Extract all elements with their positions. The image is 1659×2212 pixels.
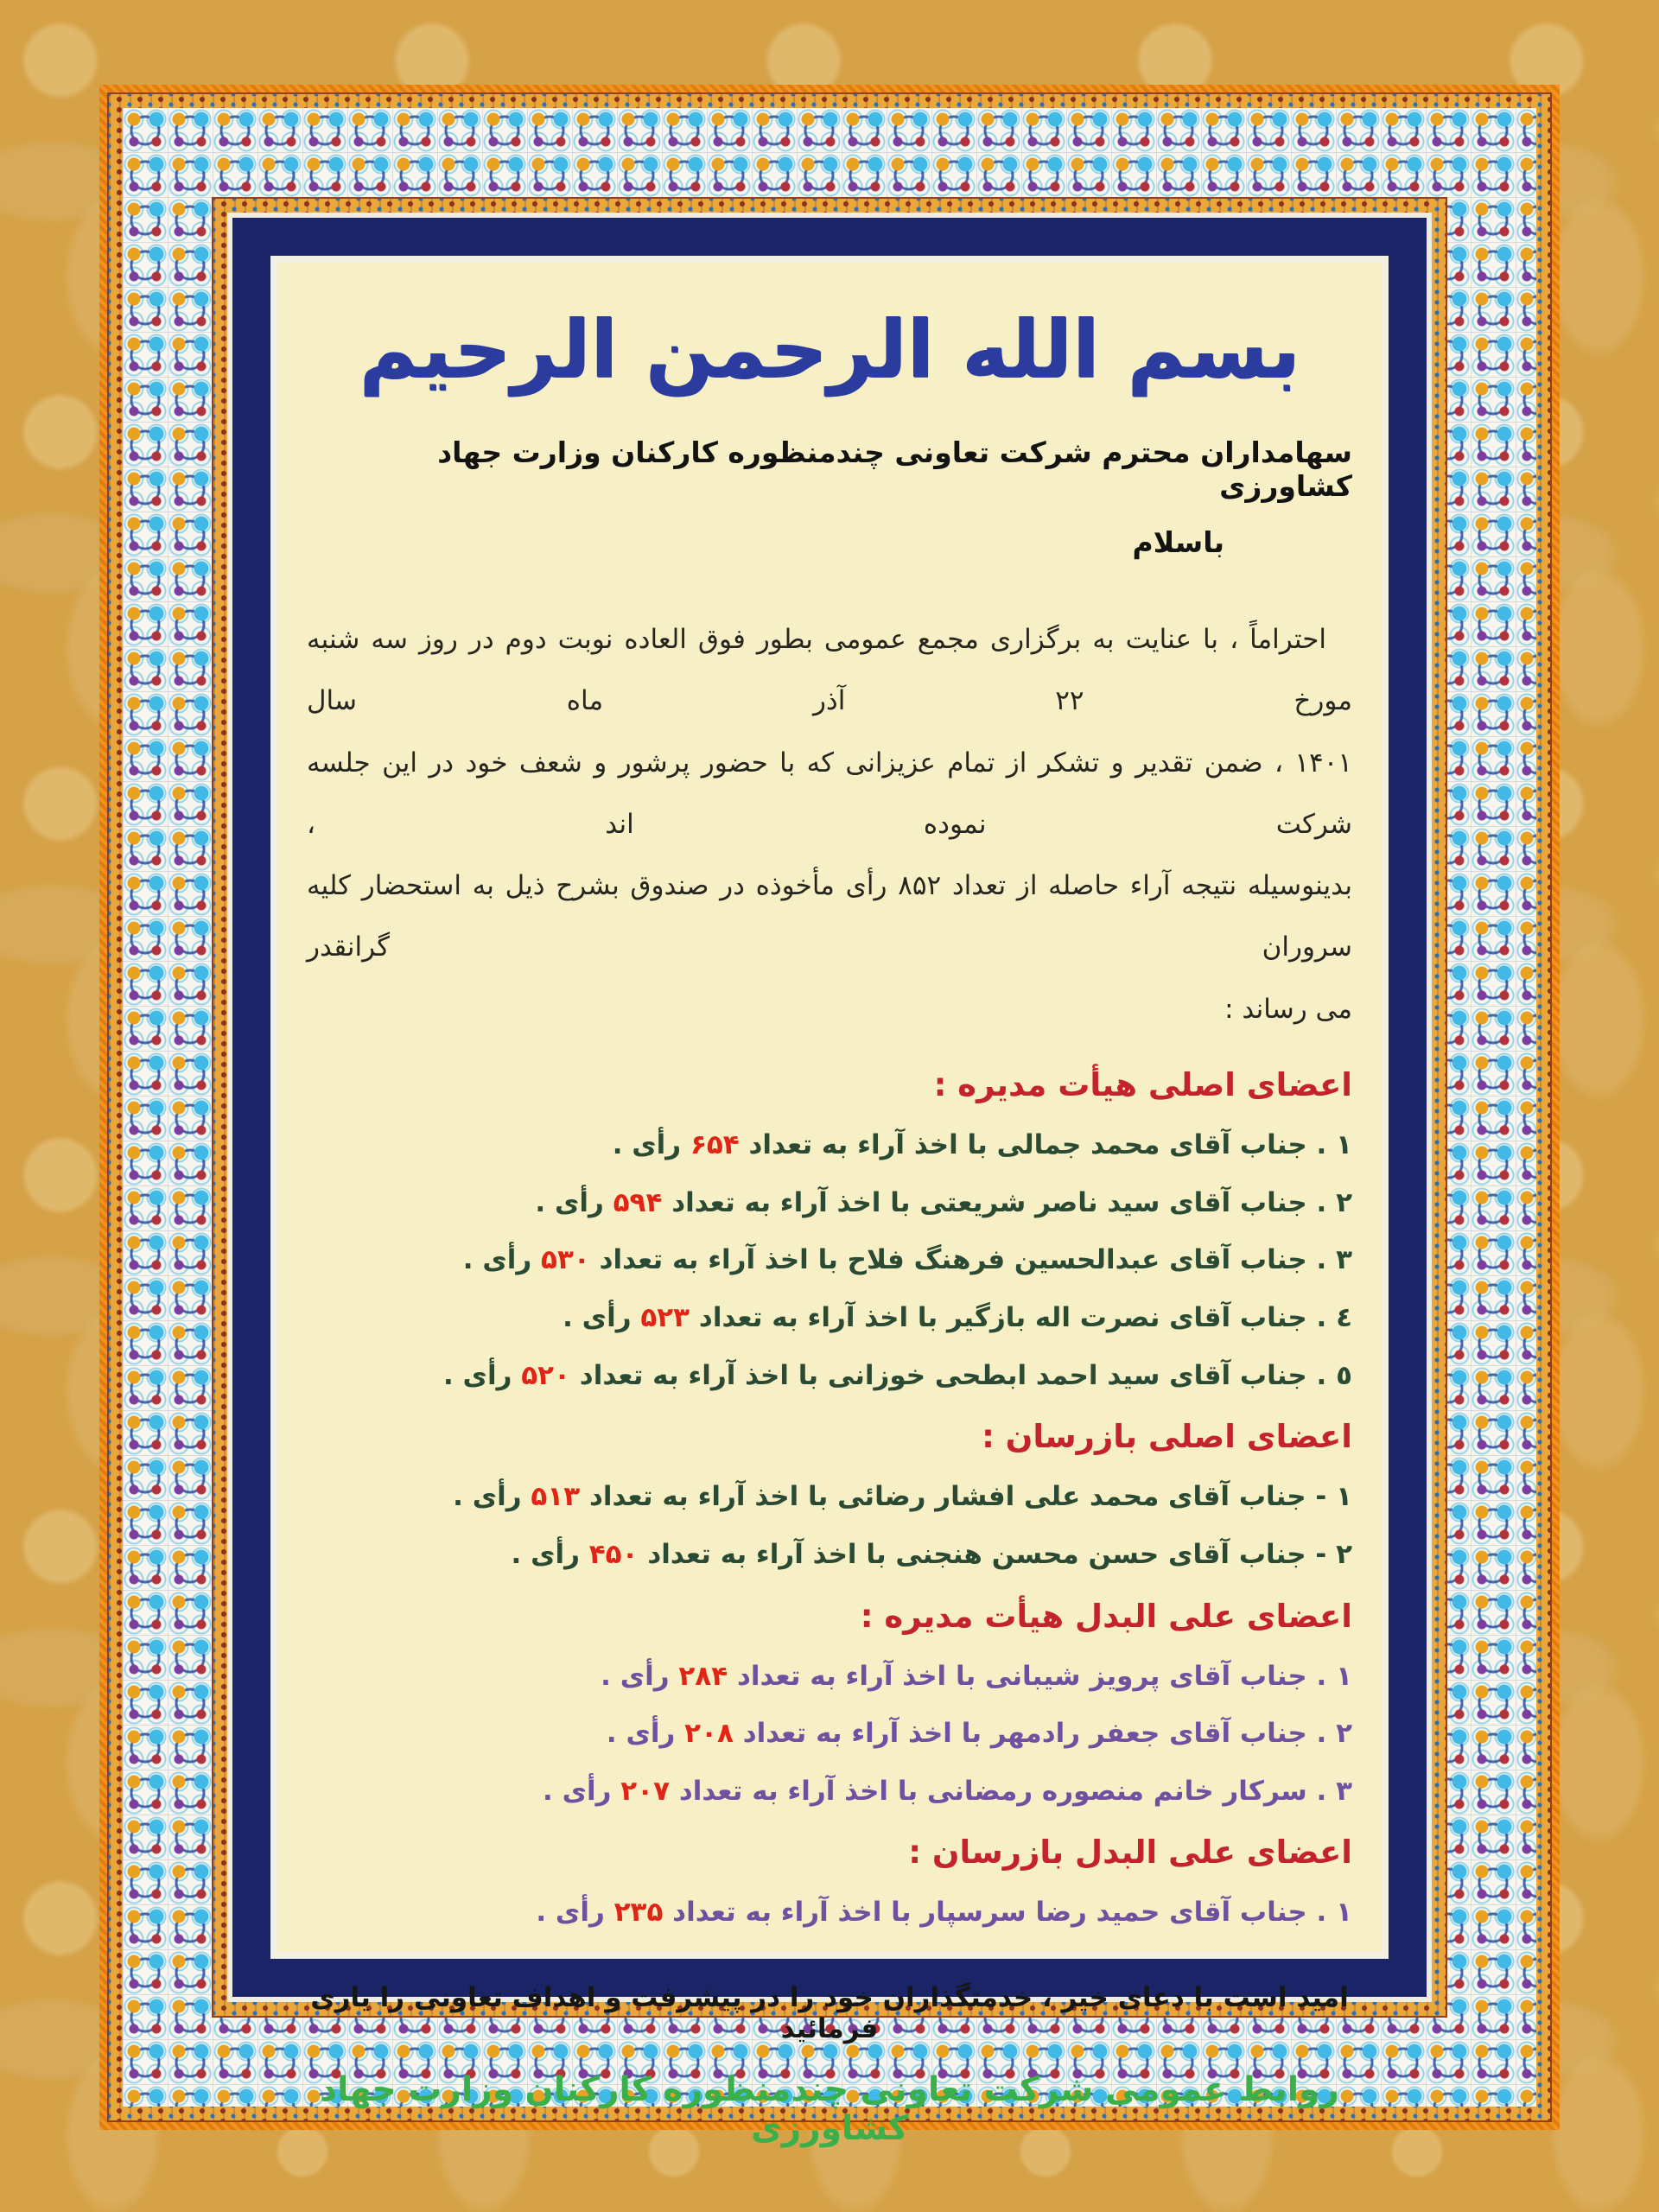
outer-white-line (227, 213, 1432, 2149)
floral-tile-band (123, 108, 1536, 2149)
inner-gold-band (212, 197, 1447, 2149)
member-item (307, 1303, 1352, 1334)
member-text: ۳ . جناب آقای عبدالحسین فرهنگ فلاح با اخذ آراء به تعداد (599, 1244, 1352, 1276)
member-text: ٤ . جناب آقای نصرت اله بازگیر با اخذ آراء به تعداد (698, 1302, 1352, 1333)
vote-suffix: رأی . (606, 1718, 676, 1750)
member-item (307, 1540, 1352, 1571)
section-alternate-inspectors (307, 1834, 1352, 1929)
intro-line-3: بدینوسیله نتیجه آراء حاصله از تعداد ۸۵۲ رأی مأخوذه در صندوق بشرح ذیل به استحضار کلیه سروران گرانقدر (307, 870, 1352, 963)
section-alternate-board-members (307, 1598, 1352, 1808)
member-item (307, 1777, 1352, 1808)
certificate-page (277, 263, 1382, 2149)
vote-suffix: رأی . (442, 1359, 512, 1391)
navy-star-band (232, 218, 1427, 2149)
member-text: ۲ . جناب آقای سید ناصر شریعتی با اخذ آراء به تعداد (671, 1186, 1352, 1218)
vote-count: ۵۲۰ (521, 1359, 570, 1391)
vote-count: ۵۹۴ (613, 1186, 663, 1218)
salutation-line: سهامداران محترم شرکت تعاونی چندمنظوره کارکنان وزارت جهاد کشاورزی (437, 435, 1352, 503)
member-item (307, 1245, 1352, 1276)
vote-suffix: رأی . (601, 1660, 670, 1692)
section-heading: اعضای اصلی بازرسان : (982, 1418, 1352, 1456)
member-text: ۱ . جناب آقای پرویز شیبانی با اخذ آراء به تعداد (736, 1660, 1352, 1692)
intro-line-2: ۱۴۰۱ ، ضمن تقدیر و تشکر از تمام عزیزانی که با حضور پرشور و شعف خود در این جلسه شرکت نموده اند ، (307, 747, 1352, 840)
intro-paragraph (307, 609, 1352, 1040)
ornamental-frame (99, 85, 1560, 2149)
section-heading: اعضای علی البدل هیأت مدیره : (860, 1597, 1352, 1635)
member-item (307, 1897, 1352, 1929)
vote-count: ۴۵۰ (588, 1538, 639, 1570)
vote-suffix: رأی . (536, 1897, 605, 1929)
intro-line-4: می رساند : (1224, 993, 1352, 1025)
member-item (307, 1130, 1352, 1161)
vote-count: ۵۱۳ (531, 1481, 581, 1513)
bismillah-calligraphy: بسم الله الرحمن الرحیم (359, 303, 1300, 396)
section-inspectors (307, 1418, 1352, 1570)
member-item (307, 1188, 1352, 1219)
member-text: ۳ . سرکار خانم منصوره رمضانی با اخذ آراء به تعداد (678, 1775, 1352, 1807)
member-item (307, 1662, 1352, 1693)
greeting-line: باسلام (1132, 525, 1224, 559)
vote-count: ۵۳۰ (541, 1244, 590, 1276)
inner-white-line (270, 256, 1389, 2149)
outer-gold-band (107, 92, 1552, 2149)
member-item (307, 1361, 1352, 1392)
member-item (307, 1482, 1352, 1513)
vote-suffix: رأی . (563, 1302, 632, 1333)
member-text: ۲ . جناب آقای جعفر رادمهر با اخذ آراء به تعداد (742, 1718, 1352, 1750)
vote-count: ۵۲۳ (640, 1302, 690, 1333)
prayer-line: امید است با دعای خیر ، خدمتگذاران خود را در پیشرفت و اهداف تعاونی را یاری فرمائید (310, 1982, 1349, 2045)
vote-suffix: رأی . (511, 1538, 580, 1570)
member-text: ٥ . جناب آقای سید احمد ابطحی خوزانی با اخذ آراء به تعداد (579, 1359, 1352, 1391)
intro-line-1: احتراماً ، با عنایت به برگزاری مجمع عمومی بطور فوق العاده نوبت دوم در روز سه شنبه مورخ ۲۲ آذر ماه سال (307, 624, 1352, 717)
vote-count: ۲۳۵ (613, 1897, 664, 1929)
member-text: ۱ . جناب آقای محمد جمالی با اخذ آراء به تعداد (748, 1129, 1352, 1161)
section-board-members (307, 1066, 1352, 1391)
member-item (307, 1719, 1352, 1750)
vote-count: ۲۰۸ (684, 1718, 734, 1750)
vote-count: ۶۵۴ (690, 1129, 740, 1161)
vote-suffix: رأی . (535, 1186, 604, 1218)
vote-count: ۲۰۷ (620, 1775, 671, 1807)
fringe-border (99, 85, 1560, 2149)
vote-count: ۲۸۴ (678, 1660, 728, 1692)
section-heading: اعضای علی البدل بازرسان : (908, 1834, 1352, 1872)
member-text: ۱ - جناب آقای محمد علی افشار رضائی با اخذ آراء به تعداد (588, 1481, 1352, 1513)
vote-suffix: رأی . (453, 1481, 522, 1513)
member-text: ۲ - جناب آقای حسن محسن هنجنی با اخذ آراء به تعداد (647, 1538, 1352, 1570)
signature-line: روابط عمومی شرکت تعاونی چندمنظوره کارکنان وزارت جهاد کشاورزی (320, 2070, 1339, 2149)
vote-suffix: رأی . (612, 1129, 682, 1161)
vote-suffix: رأی . (462, 1244, 532, 1276)
section-heading: اعضای اصلی هیأت مدیره : (933, 1066, 1352, 1104)
vote-suffix: رأی . (543, 1775, 612, 1807)
member-text: ۱ . جناب آقای حمید رضا سرسپار با اخذ آراء به تعداد (672, 1897, 1352, 1929)
